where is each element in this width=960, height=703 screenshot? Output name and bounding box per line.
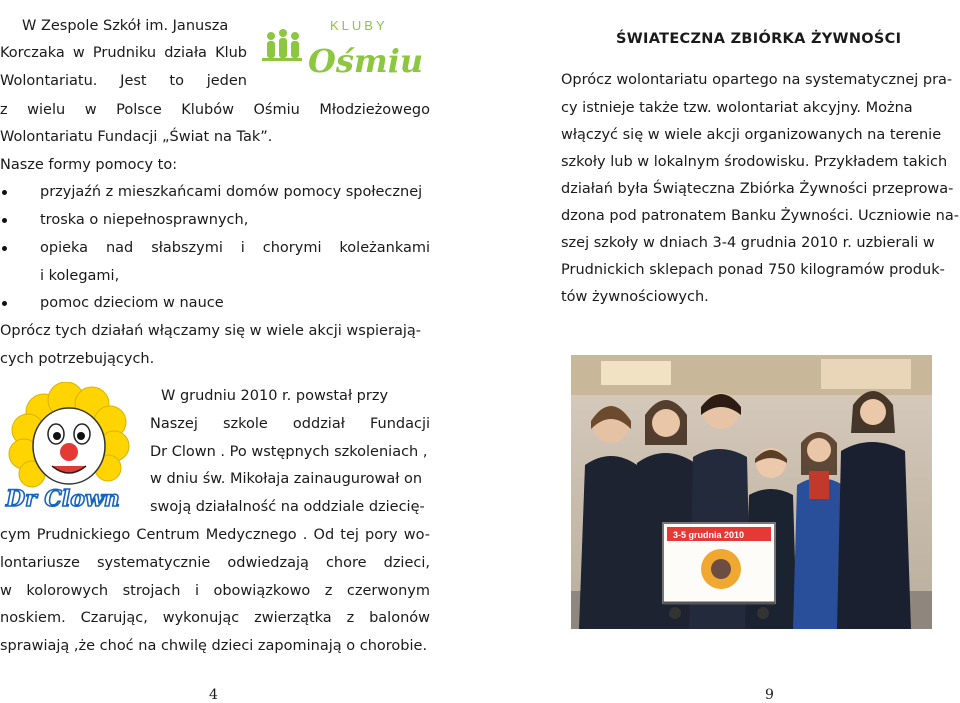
clown-line-6: cym Prudnickiego Centrum Medycznego . Od tej pory wo- <box>0 527 430 543</box>
body-line-1: Oprócz wolontariatu opartego na systematycznej pra- <box>561 72 953 88</box>
section-heading: ŚWIATECZNA ZBIÓRKA ŻYWNOŚCI <box>616 31 902 47</box>
clown-line-10: sprawiają ,że choć na chwilę dzieci zapominają o chorobie. <box>0 638 428 654</box>
body-line-5: działań była Świąteczna Zbiórka Żywności przeprowa- <box>561 181 954 197</box>
clown-line-7: lontariusze systematycznie odwiedzają chore dzieci, <box>0 555 430 571</box>
body-line-8: Prudnickich sklepach ponad 750 kilogramów produk- <box>561 262 945 278</box>
clown-line-9: noskiem. Czarując, wykonując zwierzątka z balonów <box>0 610 430 626</box>
photo-banner-text: 3-5 grudnia 2010 <box>673 530 745 540</box>
dr-clown-logo <box>4 382 150 512</box>
help-item-2: troska o niepełnosprawnych, <box>40 212 249 228</box>
body-line-7: szej szkoły w dniach 3-4 grudnia 2010 r. uzbierali w <box>561 235 935 251</box>
intro-line-4: z wielu w Polsce Klubów Ośmiu Młodzieżowego <box>0 102 430 118</box>
dr-clown-logo-text: Dr Clown <box>6 486 120 512</box>
body-line-6: dzona pod patronatem Banku Żywności. Uczniowie na- <box>561 208 959 224</box>
clown-line-1: W grudniu 2010 r. powstał przy <box>161 388 389 404</box>
page-number-left: 4 <box>209 687 218 703</box>
clown-line-2: Naszej szkole oddział Fundacji <box>150 416 430 432</box>
left-page <box>0 0 480 702</box>
help-heading: Nasze formy pomocy to: <box>0 157 178 173</box>
intro-line-1: W Zespole Szkół im. Janusza <box>22 18 229 34</box>
body-line-4: szkoły lub w lokalnym środowisku. Przykładem takich <box>561 154 948 170</box>
bullet-icon <box>2 218 7 223</box>
body-line-3: włączyć się w wiele akcji organizowanych na terenie <box>561 127 942 143</box>
logo-kluby-text: KLUBY <box>330 18 388 33</box>
volunteers-photo <box>571 355 932 629</box>
actions-line-2: cych potrzebujących. <box>0 351 155 367</box>
clown-line-4: w dniu św. Mikołaja zainaugurował on <box>150 471 423 487</box>
body-line-9: tów żywnościowych. <box>561 289 709 305</box>
clown-line-5: swoją działalność na oddziale dziecię- <box>150 499 425 515</box>
intro-line-2: Korczaka w Prudniku działa Klub <box>0 45 247 61</box>
clown-line-3: Dr Clown . Po wstępnych szkoleniach , <box>150 444 428 460</box>
page-number-right: 9 <box>765 687 774 703</box>
kluby-osmiu-logo <box>258 12 426 78</box>
bullet-icon <box>2 246 7 251</box>
bullet-icon <box>2 190 7 195</box>
intro-line-3: Wolontariatu. Jest to jeden <box>0 73 247 89</box>
right-page <box>480 0 960 702</box>
help-item-1: przyjaźń z mieszkańcami domów pomocy społecznej <box>40 184 423 200</box>
intro-line-5: Wolontariatu Fundacji „Świat na Tak”. <box>0 129 273 145</box>
help-item-4: pomoc dzieciom w nauce <box>40 295 224 311</box>
logo-osmiu-text: Ośmiu <box>308 42 424 78</box>
actions-line-1: Oprócz tych działań włączamy się w wiele akcji wspierają- <box>0 323 421 339</box>
clown-line-8: w kolorowych strojach i obowiązkowo z czerwonym <box>0 583 430 599</box>
help-item-3-cont: i kolegami, <box>40 268 120 284</box>
help-item-3: opieka nad słabszymi i chorymi koleżankami <box>40 240 430 256</box>
bullet-icon <box>2 301 7 306</box>
body-line-2: cy istnieje także tzw. wolontariat akcyjny. Można <box>561 100 913 116</box>
